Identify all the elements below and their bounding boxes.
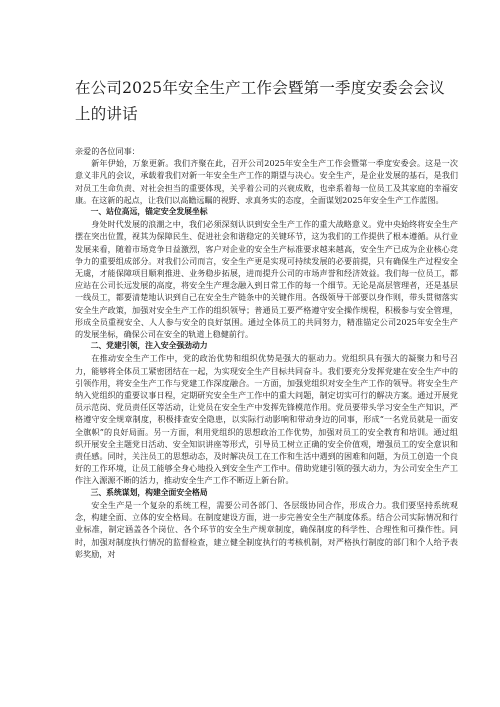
greeting: 亲爱的各位同事： <box>75 146 140 156</box>
section-heading: 三、系统谋划，构建全面安全格局 <box>90 487 208 497</box>
section-heading: 二、党建引领，注入安全强劲动力 <box>90 341 208 351</box>
section-heading: 一、站位高远，锚定安全发展坐标 <box>90 207 208 217</box>
section-paragraph: 在推动安全生产工作中，党的政治优势和组织优势是强大的驱动力。党组织具有强大的凝聚力和号召力，能够将全体员工紧密团结在一起，为实现安全生产目标共同奋斗。我们要充分发挥党建在安全生产中的引领作用，将安全生产工作与党建工作深度融合。一方面，加强党组织对安全生产工作的领导。将安全生产纳入党组织的重要议事日程，定期研究安全生产工作中的重大问题，制定切实可行的解决方案。通过开展党员示范岗、党员责任区等活动，让党员在安全生产中发挥先锋模范作用。党员要带头学习安全生产知识，严格遵守安全规章制度，积极排查安全隐患，以实际行动影响和带动身边的同事，形成“一名党员就是一面安全旗帜”的良好局面。另一方面，利用党组织的思想政治工作优势，加强对员工的安全教育和培训。通过组织开展安全主题党日活动、安全知识讲座等形式，引导员工树立正确的安全价值观，增强员工的安全意识和责任感。同时，关注员工的思想动态，及时解决员工在工作和生活中遇到的困难和问题，为员工创造一个良好的工作环境，让员工能够全身心地投入到安全生产工作中。借助党建引领的强大动力，为公司安全生产工作注入源源不断的活力，推动安全生产工作不断迈上新台阶。 <box>75 353 458 486</box>
intro-paragraph: 新年伊始，万象更新。我们齐聚在此，召开公司2025年安全生产工作会暨第一季度安委会。这是一次意义非凡的会议，承载着我们对新一年安全生产工作的期望与决心。安全生产，是企业发展的基石，是我们对员工生命负责、对社会担当的重要体现，关乎着公司的兴衰成败，也牵系着每一位员工及其家庭的幸福安康。在这新的起点，让我们以高瞻远瞩的视野、求真务实的态度，全面谋划2025年安全生产工作蓝图。 <box>75 158 458 205</box>
document-title: 在公司2025年安全生产工作会暨第一季度安委会会议上的讲话 <box>75 79 445 123</box>
section-paragraph: 安全生产是一个复杂的系统工程，需要公司各部门、各层级协同合作，形成合力。我们要坚持系统观念，构建全面、立体的安全格局。在制度建设方面，进一步完善安全生产制度体系。结合公司实际情况和行业标准，制定涵盖各个岗位、各个环节的安全生产规章制度，确保制度的科学性、合理性和可操作性。同时，加强对制度执行情况的监督检查，建立健全制度执行的考核机制，对严格执行制度的部门和个人给予表彰奖励，对 <box>75 499 458 559</box>
section-paragraph: 身处时代发展的浪潮之中，我们必须深刻认识到安全生产工作的重大战略意义。党中央始终将安全生产摆在突出位置，视其为保障民生、促进社会和谐稳定的关键环节，这为我们的工作提供了根本遵循。从行业发展来看，随着市场竞争日益激烈，客户对企业的安全生产标准要求越来越高，安全生产已成为企业核心竞争力的重要组成部分。对我们公司而言，安全生产更是实现可持续发展的必要前提，只有确保生产过程安全无虞，才能保障项目顺利推进、业务稳步拓展，进而提升公司的市场声誉和经济效益。我们每一位员工，都应站在公司长远发展的高度，将安全生产理念融入到日常工作的每一个细节。无论是高层管理者，还是基层一线员工，都要清楚地认识到自己在安全生产链条中的关键作用。各级领导干部要以身作则，带头贯彻落实安全生产政策，加强对安全生产工作的组织领导；普通员工要严格遵守安全操作规程，积极参与安全管理，形成全员重视安全、人人参与安全的良好氛围。通过全体员工的共同努力，精准锚定公司2025年安全生产的发展坐标，确保公司在安全的轨道上稳健前行。 <box>75 219 458 340</box>
document-body <box>75 145 458 560</box>
